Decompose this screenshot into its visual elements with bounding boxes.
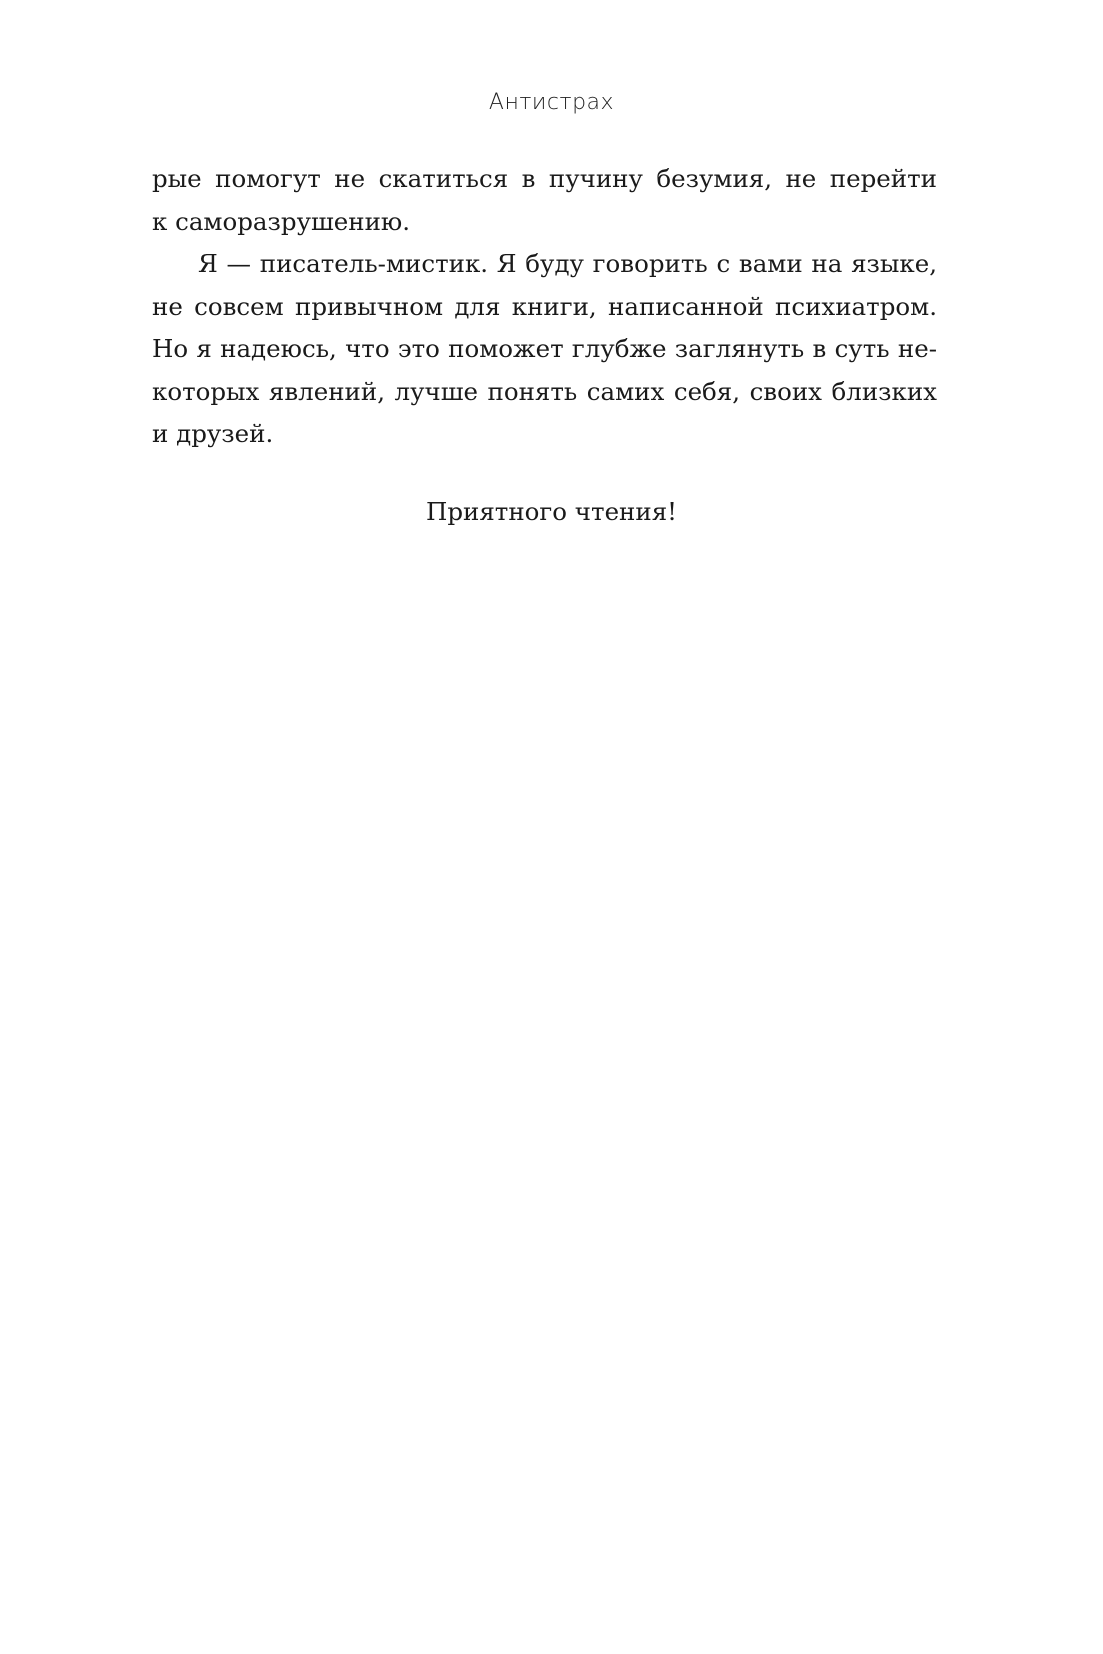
text-line: и друзей. bbox=[152, 419, 274, 448]
running-header: Антистрах bbox=[488, 90, 615, 115]
text-line: не совсем привычном для книги, написанной психиатром. bbox=[152, 291, 937, 321]
text-line: Я — писатель-мистик. Я буду говорить с вами на языке, bbox=[198, 249, 937, 278]
paragraph-1 bbox=[152, 158, 937, 243]
text-line: Но я надеюсь, что это поможет глубже заглянуть в суть не- bbox=[152, 334, 937, 363]
text-line: рые помогут не скатиться в пучину безумия, не перейти bbox=[152, 164, 937, 193]
body-text bbox=[152, 158, 937, 456]
text-line: которых явлений, лучше понять самих себя, своих близких bbox=[152, 376, 937, 406]
paragraph-2 bbox=[152, 243, 937, 456]
closing-line: Приятного чтения! bbox=[425, 497, 678, 526]
text-line: к саморазрушению. bbox=[152, 206, 411, 236]
